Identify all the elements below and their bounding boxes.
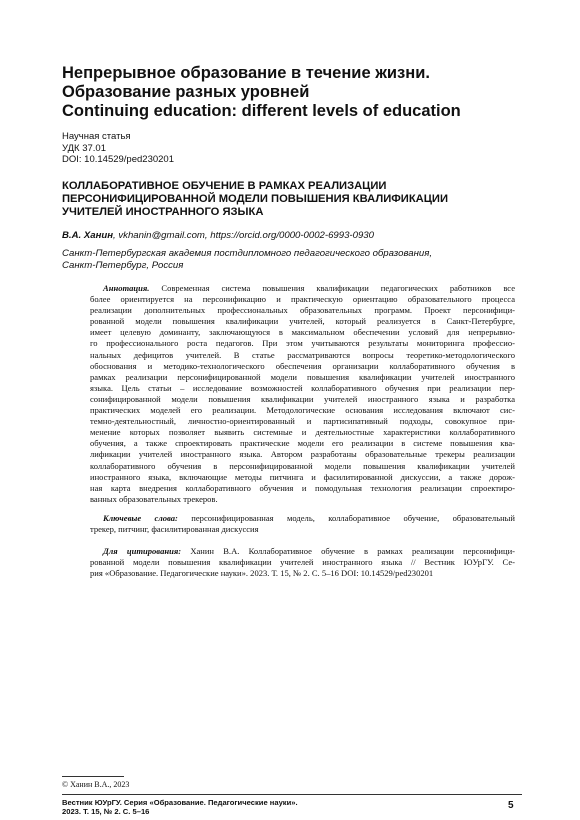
journal-name: Вестник ЮУрГУ. Серия «Образование. Педагогические науки». <box>62 798 298 807</box>
abstract-line: нальных дефицитов учителей. В статье рассматриваются вопросы теоретико-методологического <box>90 349 515 360</box>
keywords-first-line: персонифицированная модель, коллаборативное обучение, образовательный <box>177 513 515 523</box>
abstract-line: го профессионального роста педагогов. При этом учитываются результаты мониторинга профессио- <box>90 338 515 349</box>
section-title-line-english: Continuing education: different levels of education <box>62 102 461 120</box>
affiliation-line: Санкт-Петербургская академия постдипломного педагогического образования, <box>62 248 432 259</box>
abstract-line: коллаборативного обучения в персонифицированной модели повышения квалификации учителей <box>90 460 515 471</box>
article-title-line: УЧИТЕЛЕЙ ИНОСТРАННОГО ЯЗЫКА <box>62 206 264 218</box>
abstract-first-line: Современная система повышения квалификации педагогических работников все <box>149 283 515 293</box>
abstract-line <box>90 283 515 294</box>
article-meta <box>62 131 174 166</box>
page-number: 5 <box>508 800 514 811</box>
abstract-line: темно-деятельностный, личностно-ориентированный и партисипативный подходы, совокупное при- <box>90 416 515 427</box>
author-name: В.А. Ханин <box>62 230 114 241</box>
affiliation <box>62 248 532 272</box>
section-title-line: Непрерывное образование в течение жизни. <box>62 64 430 82</box>
footnote-divider <box>62 776 124 777</box>
doi-label: DOI: 10.14529/ped230201 <box>62 154 174 165</box>
citation <box>90 546 515 579</box>
abstract-line: ная карта внедрения коллаборативного обучения и помодульная технология реализации спроектиро- <box>90 482 515 493</box>
abstract-line: практических моделей его реализации. Методологические основания исследования включают сис- <box>90 405 515 416</box>
citation-label: Для цитирования: <box>103 546 182 556</box>
section-title-line: Образование разных уровней <box>62 83 310 101</box>
abstract-line: обоснования и методико-технологического обеспечения организации коллаборативного обучения в <box>90 360 515 371</box>
abstract <box>90 283 515 505</box>
abstract-line: обучения, а также спроектировать практические модели его реализации в системе повышения ква- <box>90 438 515 449</box>
journal-issue: 2023. Т. 15, № 2. С. 5–16 <box>62 807 150 817</box>
citation-line: рованной модели повышения квалификации учителей иностранного языка // Вестник ЮУрГУ. Се- <box>90 557 515 568</box>
abstract-label: Аннотация. <box>103 283 150 293</box>
copyright-notice: © Ханин В.А., 2023 <box>62 780 130 789</box>
citation-line <box>90 546 515 557</box>
affiliation-line: Санкт-Петербург, Россия <box>62 260 184 271</box>
abstract-line: рамках реализации персонифицированной модели повышения квалификации учителей иностранного <box>90 371 515 382</box>
journal-footer <box>62 798 298 816</box>
abstract-line: языка. Цель статьи – исследование возможностей коллаборативного обучения при реализации пер- <box>90 382 515 393</box>
citation-first-line: Ханин В.А. Коллаборативное обучение в рамках реализации персонифици- <box>181 546 515 556</box>
abstract-line: реализации дополнительных профессиональных образовательных программ. Проект персонифици- <box>90 305 515 316</box>
footer-divider <box>62 794 522 795</box>
abstract-line: более ориентируется на персонификацию и практическую ориентацию образовательного процесса <box>90 294 515 305</box>
abstract-line: менение которых позволяет выявить системные и деятельностные характеристики коллаборативного <box>90 427 515 438</box>
author-contacts: , vkhanin@gmail.com, https://orcid.org/0000-0002-6993-0930 <box>113 230 374 241</box>
keywords <box>90 513 515 535</box>
author-line <box>62 230 532 242</box>
abstract-line: рованной модели повышения квалификации учителей, который реализуется в Санкт-Петербурге, <box>90 316 515 327</box>
abstract-line: иностранного языка, включающие методы питчинга и фасилитированной дискуссии, а также дорож- <box>90 471 515 482</box>
abstract-line: имеет целевую доминанту, заключающуюся в максимальном обеспечении условий для непрерывно- <box>90 327 515 338</box>
article-title-line: ПЕРСОНИФИЦИРОВАННОЙ МОДЕЛИ ПОВЫШЕНИЯ КВАЛИФИКАЦИИ <box>62 193 448 205</box>
udk-code: УДК 37.01 <box>62 142 106 154</box>
abstract-line: лификации учителей иностранного языка. Автором разработаны образовательные трекеры реализации <box>90 449 515 460</box>
abstract-line: ванных образовательных трекеров. <box>90 493 218 504</box>
article-type: Научная статья <box>62 131 131 142</box>
article-title-line: КОЛЛАБОРАТИВНОЕ ОБУЧЕНИЕ В РАМКАХ РЕАЛИЗАЦИИ <box>62 180 387 192</box>
keywords-line: трекер, питчинг, фасилитированная дискуссия <box>90 524 259 535</box>
article-title <box>62 180 532 219</box>
keywords-label: Ключевые слова: <box>103 513 178 523</box>
abstract-line: сонифицированной модели повышения квалификации учителей иностранного языка и разработка <box>90 393 515 404</box>
citation-line: рия «Образование. Педагогические науки». 2023. Т. 15, № 2. С. 5–16 DOI: 10.14529/ped230201 <box>90 568 434 579</box>
section-title <box>62 64 532 121</box>
keywords-line <box>90 513 515 524</box>
